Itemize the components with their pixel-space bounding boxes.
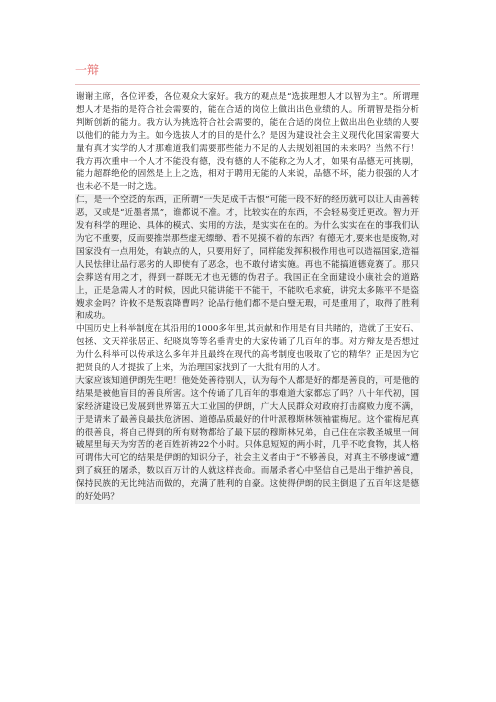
title-divider (75, 84, 420, 85)
paragraph-3: 中国历史上科举制度在其沿用的1000多年里,其贡献和作用是有目共睹的，造就了王安石、包拯、文天祥张居正、纪晓岚等等名垂青史的大家传诵了几百年的事。对方辩友是否想过为什么科举可以传承这么多年并且最终在现代的高考制度也吸取了它的精华？正是因为它把贤良的人才提拔了上来，为治理国家找到了一大批有用的人才。 (76, 324, 419, 374)
paragraph-1: 谢谢主席，各位评委，各位观众大家好。我方的观点是“选拔理想人才以智为主”。所谓理想人才是指的是符合社会需要的，能在合适的岗位上做出出色业绩的人。所谓智是指分析判断创新的能力。我方认为挑选符合社会需要的，能在合适的岗位上做出出色业绩的人要以他们的能力为主。如今选拔人才的目的是什么？是因为建设社会主义现代化国家需要大量有真才实学的人才那难道我们需要那些能力不足的人去规划祖国的未来吗？当然不行！我方再次重申一个人才不能没有德，没有德的人不能称之为人才，如果有品德无可挑剔，能力超群绝伦的固然是上上之选，相对于聘用无能的人来说，品德不坏，能力很强的人才也未必不是一时之选。 (76, 92, 419, 193)
document-page (75, 62, 420, 504)
paragraph-4: 大家应该知道伊朗先生吧！他处处善待别人，认为每个人都是好的都是善良的，可是他的结果是被他盲目的善良所害。这个传诵了几百年的事难道大家都忘了吗？八十年代初，国家经济建设已发展到世界第五大工业国的伊朗，广大人民群众对政府打击腐败力度不满，于是请来了最善良最扶危济困、道德品质最好的什叶派穆斯林领袖霍梅尼。这个霍梅尼真的很善良，将自己得到的所有财物都给了最下层的穆斯林兄弟，自己住在宗教圣城里一间破屋里每天为穷苦的老百姓祈祷22个小时。只体息短短的两小时，几乎不吃食物，其人格可谓伟大可它的结果是伊朗的知识分子，社会主义者由于“不够善良，对真主不够虔诚”遭到了疯狂的屠杀，数以百万计的人就这样丧命。而屠杀者心中坚信自己是出于维护善良，保持民族的无比纯洁而做的，充满了胜利的自豪。这使得伊朗的民主倒退了五百年这是德的好处吗？ (76, 375, 419, 503)
page-title: 一辩 (75, 63, 100, 77)
paragraph-2: 仁，是一个空泛的东西，正所谓“一失足成千古恨”可能一段不好的经历就可以让人由善转恶，又或是“近墨者黑”，谁都说不准。才，比较实在的东西，不会轻易变迁更改。智力开发有科学的理论、具体的模式、实用的方法，是实实在在的。为什么实实在在的事我们认为它不重要，反而要推崇那些虚无缥缈、看不见摸不着的东西？有德无才,要来也是废物,对国家没有一点用处，有缺点的人，只要用好了，同样能发挥积极作用也可以造福国家,造福人民怯律让品行恶劣的人即使有了恶念，也不敢付诸实施。再也不能搞道德竟赛了。那只会葬送有用之才，得到一群既无才也无德的伪君子。我国正在全面建设小康社会的道路上，正是急需人才的时候，因此只能讲能干不能干，不能吹毛求疵，讲究太多陈平不是盗嫂求金吗？许攸不是叛袁降曹吗？论品行他们都不是白璧无瑕，可是重用了，取得了胜利和成功。 (76, 195, 419, 322)
